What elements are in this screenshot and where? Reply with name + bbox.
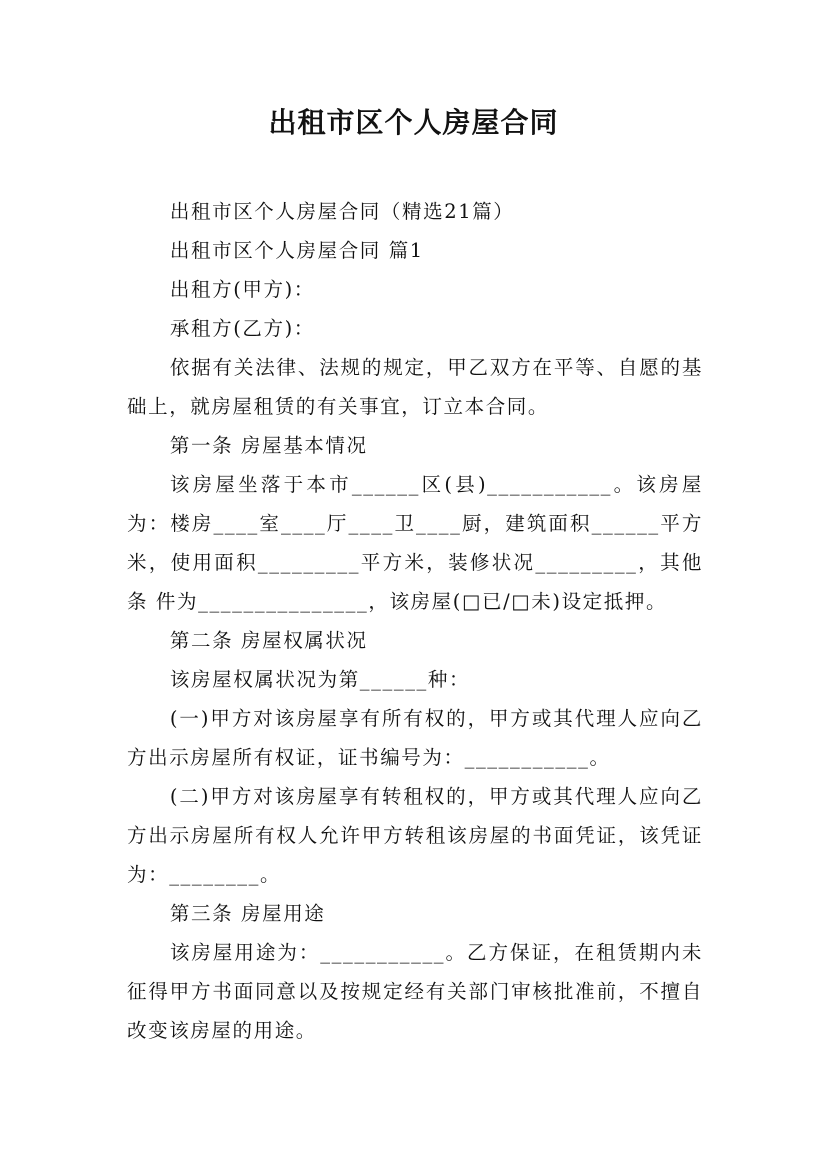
document-body [127, 192, 703, 1050]
article-1-body: 该房屋坐落于本市______区(县)___________。该房屋为：楼房____室____厅____卫____厨，建筑面积______平方米，使用面积_________平方米，装修状况_________，其他条 件为_______________，该房屋(□已/□未)设定抵押。 [127, 473, 703, 613]
article-2-item-1: (一)甲方对该房屋享有所有权的，甲方或其代理人应向乙方出示房屋所有权证，证书编号为：___________。 [127, 707, 703, 769]
article-2-heading: 第二条 房屋权属状况 [169, 629, 368, 652]
article-3-body: 该房屋用途为：___________。乙方保证，在租赁期内未征得甲方书面同意以及按规定经有关部门审核批准前，不擅自改变该房屋的用途。 [127, 941, 703, 1042]
document-title: 出租市区个人房屋合同 [268, 106, 559, 139]
article-2-body: 该房屋权属状况为第______种： [169, 668, 471, 691]
section-heading: 出租市区个人房屋合同 篇1 [169, 239, 424, 262]
lessee-line: 承租方(乙方)： [169, 317, 315, 340]
article-2-item-2: (二)甲方对该房屋享有转租权的，甲方或其代理人应向乙方出示房屋所有权人允许甲方转租该房屋的书面凭证，该凭证为：________。 [127, 785, 703, 886]
preamble-paragraph: 依据有关法律、法规的规定，甲乙双方在平等、自愿的基础上，就房屋租赁的有关事宜，订立本合同。 [127, 356, 703, 418]
article-1-heading: 第一条 房屋基本情况 [169, 434, 368, 457]
lessor-line: 出租方(甲方)： [169, 278, 315, 301]
subtitle-paragraph: 出租市区个人房屋合同（精选21篇） [169, 200, 515, 223]
article-3-heading: 第三条 房屋用途 [169, 902, 326, 925]
